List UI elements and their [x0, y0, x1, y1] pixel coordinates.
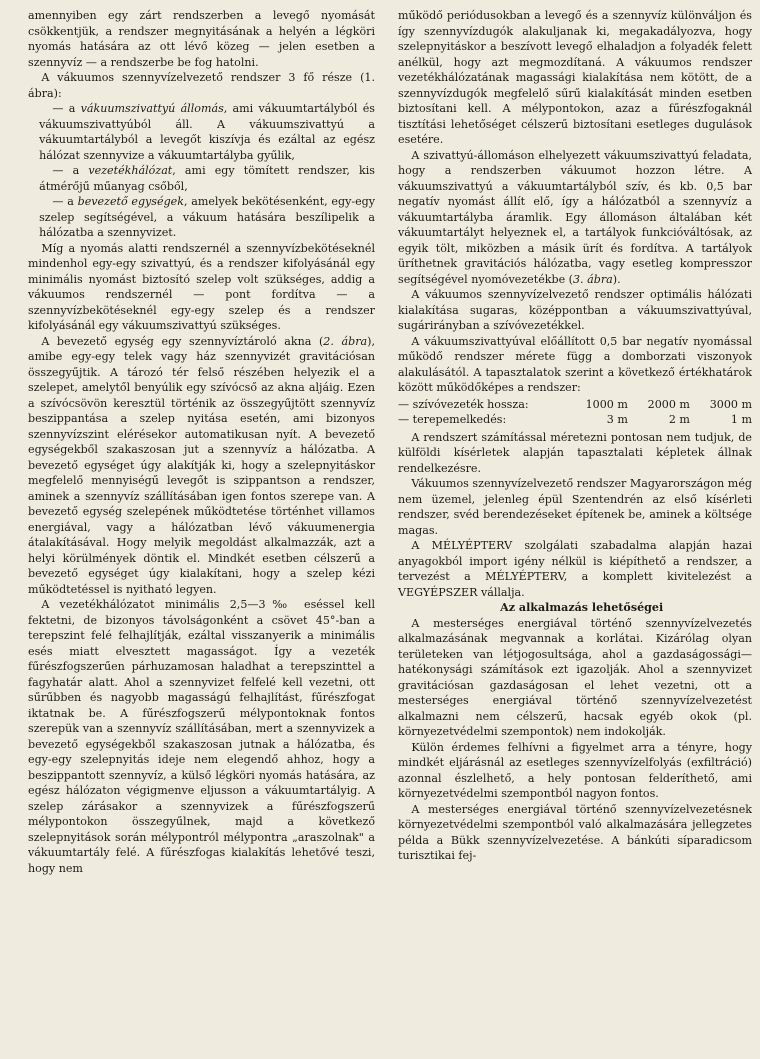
emphasis: bevezető egységek: [77, 195, 184, 208]
paragraph: amennyiben egy zárt rendszerben a levegő nyomását csökkentjük, a rendszer megnyitásának a helyén a légköri nyomás hatására az ott lévő közeg — jelen esetben a szennyvíz — a rendszerbe be fog hatolni.: [28, 9, 375, 69]
paragraph: A rendszert számítással méretezni pontosan nem tudjuk, de külföldi kísérletek alapján tapasztalati képletek állnak rendelkezésre.: [398, 430, 752, 475]
paragraph: A mesterséges energiával történő szennyvízelvezetés alkalmazásának megvannak a korlátai. Kizárólag olyan területeken van létjogosultsága, ahol a gazdaságossági—hatékonysági számítások ezt igazolják. Ahol a szennyvizet gravitációsan gazdaságosan el lehet vezetni, ott a mesterséges energiával történő szennyvízelvezetést alkalmazni nem célszerű, hacsak egyéb okok (pl. környezetvédelmi szempontok) nem indokolják.: [398, 616, 752, 738]
list-item: — a vákuumszivattyú állomás, ami vákuumtartályból és vákuumszivattyúból áll. A vákuumszivattyú a vákuumtartályból a levegőt kiszívja és ezáltal az egész hálózat szennyvize a vákuumtartályba gyűlik,: [39, 102, 375, 162]
section-heading: Az alkalmazás lehetőségei: [500, 601, 664, 614]
figure-reference: 2. ábra: [323, 334, 368, 348]
limits-table: [398, 397, 752, 428]
table-cell: 3 m: [606, 413, 628, 426]
paragraph: Külön érdemes felhívni a figyelmet arra a tényre, hogy mindkét eljárásnál az esetleges szennyvízelfolyás (exfiltráció) azonnal észlelhető, a hely pontosan felderíthető, ami környezetvédelmi szempontból nagyon fontos.: [398, 740, 752, 800]
table-row: [398, 412, 752, 428]
table-cell: — terepemelkedés:: [398, 413, 507, 426]
paragraph: A bevezető egység egy szennyvíztároló akna (2. ábra), amibe egy-egy telek vagy ház szennyvizét gravitációsan összegyűjtik. A tározó tér felső részében helyezik el a szelepet, amelytől benyúlik egy szívócső az akna aljáig. Ezen a szívócsövön keresztül történik az összegyűjtött szennyvíz beszippantása a szelep nyitása esetén, ami bizonyos szennyvízszint elérésekor automatikusan nyít. A bevezető egységekből szakaszosan jut a szennyvíz a hálózatba. A bevezető egységet úgy alakítják ki, hogy a szelepnyitáskor megfelelő mennyiségű levegőt is szippantson a rendszer, aminek a szennyvíz szállításában igen fontos szerepe van. A bevezető egység szelepének működtetése történhet villamos energiával, vagy a hálózatban lévő vákuumenergia átalakításával. Hogy melyik megoldást alkalmazzák, azt a helyi körülmények döntik el. Mindkét esetben célszerű a bevezető egységet úgy kialakítani, hogy a szelep kézi működtetéssel is nyitható legyen.: [28, 334, 375, 596]
paragraph: A szivattyú-állomáson elhelyezett vákuumszivattyú feladata, hogy a rendszerben vákuumot hozzon létre. A vákuumszivattyú a vákuumtartályból szív, és kb. 0,5 bar negatív nyomást állít elő, így a hálózatból a szennyvíz a vákuumtartályba áramlik. Egy állomáson általában két vákuumtartályt helyeznek el, a tartályok funkcióváltósak, az egyik tölt, miközben a másik ürít és fordítva. A tartályok üríthetnek gravitációs hálózatba, vagy esetleg kompresszor segítségével nyomóvezetékbe (3. ábra).: [398, 148, 752, 286]
paragraph: A vákuumos szennyvízelvezető rendszer optimális hálózati kialakítása sugaras, középpontban a vákuumszivattyúval, sugárirányban a szívóvezetékkel.: [398, 288, 752, 332]
paragraph: Míg a nyomás alatti rendszernél a szennyvízbekötéseknél mindenhol egy-egy szivattyú, és a rendszer kifolyásánál egy minimális nyomást biztosító szelep volt szükséges, addig a vákuumos rendszernél — pont fordítva — a szennyvízbekötéseknél egy-egy szelep és a rendszer kifolyásánál egy vákuumszivattyú szükséges.: [28, 241, 375, 332]
table-row: [398, 397, 752, 413]
paragraph: A mesterséges energiával történő szennyvízelvezetésnek környezetvédelmi szempontból való alkalmazására jellegzetes példa a Bükk szennyvízelvezetése. A bánkúti síparadicsom turisztikai fej-: [398, 802, 752, 862]
paragraph: A vákuumszivattyúval előállított 0,5 bar negatív nyomással működő rendszer mérete függ a domborzati viszonyok alakulásától. A tapasztalatok szerint a következő értékhatárok között működőképes a rendszer:: [398, 334, 752, 394]
table-cell: 2000 m: [647, 397, 690, 411]
figure-reference: 3. ábra: [573, 272, 613, 286]
emphasis: vezetékhálózat: [88, 164, 173, 177]
table-cell: 3000 m: [709, 397, 752, 411]
paragraph: Vákuumos szennyvízelvezető rendszer Magyarországon még nem üzemel, jelenleg épül Szentendrén az első kísérleti rendszer, svéd berendezéseket építenek be, aminek a költsége magas.: [398, 477, 752, 537]
paragraph: A MÉLYÉPTERV szolgálati szabadalma alapján hazai anyagokból import igény nélkül is kiépíthető a rendszer, a tervezést a MÉLYÉPTERV, a komplett kivitelezést a VEGYÉPSZER vállalja.: [398, 539, 752, 599]
table-cell: 2 m: [668, 413, 690, 426]
paragraph: működő periódusokban a levegő és a szennyvíz különváljon és így szennyvízdugók alakuljanak ki, megakadályozva, hogy szelepnyitáskor a beszívott levegő elhaladjon a folyadék felett anélkül, hogy azt megmozdítaná. A vákuumos rendszer vezetékhálózatának magassági kialakítása nem kötött, de a szennyvízdugók megfelelő sűrű kialakítását minden esetben biztosítani kell. A mélypontokon, azaz a fűrészfogaknál tisztítási lehetőséget célszerű biztosítani esetleges dugulások esetére.: [398, 9, 752, 146]
list-item: — a bevezető egységek, amelyek bekötésenként, egy-egy szelep segítségével, a vákuum hatására beszílipelik a hálózatba a szennyvizet.: [39, 195, 376, 239]
emphasis: vákuumszivattyú állomás: [80, 102, 224, 115]
left-column: [28, 8, 375, 876]
table-cell: 1 m: [730, 413, 752, 426]
paragraph: A vezetékhálózatot minimális 2,5—3‰ eséssel kell fektetni, de bizonyos távolságonként a csövet 45°-ban a terepszint felé felhajlítják, ezáltal visszanyerik a minimális esés miatt elvesztett magasságot. Így a vezeték fűrészfogszerűen párhuzamosan haladhat a terepszinttel a fagyhatár alatt. Ahol a szennyvizet felfelé kell vezetni, ott sűrűbben és nagyobb magasságú felhajlítást, fűrészfogat iktatnak be. A fűrészfogszerű mélypontoknak fontos szerepük van a szennyvíz szállításában, mert a szennyvizek a bevezető egységekből szakaszosan jutnak a hálózatba, és egy-egy szelepnyitás ideje nem elegendő ahhoz, hogy a beszippantott szennyvíz, a külső légköri nyomás hatására, az egész hálózaton végigmenve eljusson a vákuumtartályig. A szelep zárásakor a szennyvizek a fűrészfogszerű mélypontokon összegyűlnek, majd a következő szelepnyitások során mélypontról mélypontra „araszolnak" a vákuumtartály felé. A fűrészfogas kialakítás lehetővé teszi, hogy nem: [28, 598, 375, 875]
list-item: — a vezetékhálózat, ami egy tömített rendszer, kis átmérőjű műanyag csőből,: [39, 164, 375, 193]
table-cell: 1000 m: [585, 397, 628, 411]
right-column: [398, 8, 752, 864]
paragraph: A vákuumos szennyvízelvezető rendszer 3 fő része (1. ábra):: [28, 71, 375, 100]
table-cell: — szívóvezeték hossza:: [398, 397, 529, 411]
